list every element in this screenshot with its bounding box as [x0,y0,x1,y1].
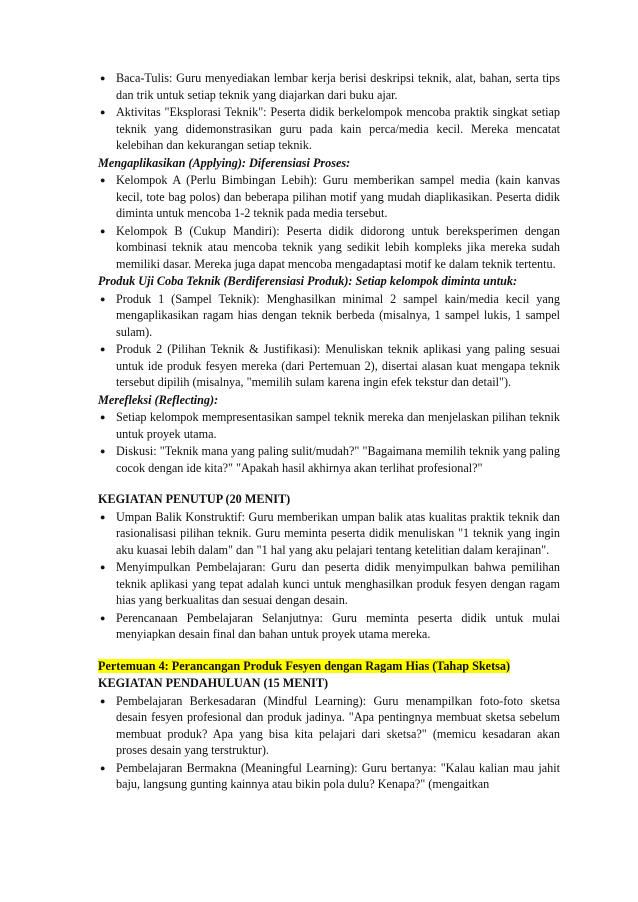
list-item: ● Produk 1 (Sampel Teknik): Menghasilkan minimal 2 sampel kain/media kecil yang mengaplikasikan ragam hias dengan teknik berbeda (misalnya, 1 sampel lukis, 1 sampel sulam). [100,291,560,339]
meeting-title [98,658,560,675]
bullet-list-applying [98,172,560,272]
section-heading-produk: Produk Uji Coba Teknik (Berdiferensiasi Produk): Setiap kelompok diminta untuk: [98,274,518,288]
list-item: ● Umpan Balik Konstruktif: Guru memberikan umpan balik atas kualitas praktik teknik dan rasionalisasi pilihan teknik. Guru meminta peserta didik menuliskan "1 teknik yang ingin aku kuasai lebih dalam" dan "1 hal yang aku pelajari tentang ketelitian dalam kerajinan". [100,509,560,557]
list-item: ● Pembelajaran Berkesadaran (Mindful Learning): Guru menampilkan foto-foto sketsa desain fesyen profesional dan produk jadinya. "Apa pentingnya membuat sketsa sebelum membuat produk? Apa yang bisa kita pelajari dari sketsa?" (memicu kesadaran akan proses desain yang terstruktur). [100,693,560,757]
section-heading-penutup: KEGIATAN PENUTUP (20 MENIT) [98,492,291,506]
highlighted-title: Pertemuan 4: Perancangan Produk Fesyen dengan Ragam Hias (Tahap Sketsa) [98,658,511,673]
list-item: ● Setiap kelompok mempresentasikan sampel teknik mereka dan menjelaskan pilihan teknik untuk proyek utama. [100,410,560,441]
bullet-list-intro [98,70,560,154]
bullet-icon: ● [100,762,106,773]
section-heading-reflecting: Merefleksi (Reflecting): [98,392,219,407]
bullet-icon: ● [100,107,106,117]
section-heading-pendahuluan: KEGIATAN PENDAHULUAN (15 MENIT) [98,676,329,690]
bullet-icon: ● [100,446,106,456]
list-item: ● Baca-Tulis: Guru menyediakan lembar kerja berisi deskripsi teknik, alat, bahan, serta tips dan trik untuk setiap teknik yang diajarkan dari buku ajar. [100,71,560,102]
bullet-icon: ● [100,612,106,623]
bullet-list-pendahuluan [98,693,560,793]
list-item: ● Perencanaan Pembelajaran Selanjutnya: Guru meminta peserta didik untuk mulai menyiapkan desain final dan bahan untuk proyek utama mereka. [100,610,560,641]
bullet-icon: ● [100,73,106,83]
bullet-list-reflecting [98,409,560,476]
spacer [98,644,560,658]
list-item: ● Aktivitas "Eksplorasi Teknik": Peserta didik berkelompok mencoba praktik singkat setiap teknik yang didemonstrasikan guru pada kain perca/media kecil. Mereka mencatat kelebihan dan kekurangan setiap teknik. [100,105,560,152]
bullet-icon: ● [100,175,106,185]
bullet-icon: ● [100,225,106,236]
bullet-list-penutup [98,509,560,643]
bullet-icon: ● [100,344,106,354]
bullet-icon: ● [100,293,106,304]
bullet-list-produk [98,291,560,391]
list-item: ● Kelompok B (Cukup Mandiri): Peserta didik didorong untuk bereksperimen dengan kombinasi teknik atau mencoba teknik yang sedikit lebih kompleks jika mereka sudah memiliki dasar. Mereka juga dapat mencoba mengadaptasi motif ke dalam teknik tertentu. [100,223,560,271]
list-item: ● Kelompok A (Perlu Bimbingan Lebih): Guru memberikan sampel media (kain kanvas kecil, tote bag polos) dan beberapa pilihan motif yang mudah diaplikasikan. Peserta didik diminta untuk mencoba 1-2 teknik pada media tersebut. [100,173,560,220]
bullet-icon: ● [100,412,106,422]
section-heading-applying: Mengaplikasikan (Applying): Diferensiasi Proses: [98,155,351,170]
list-item: ● Pembelajaran Bermakna (Meaningful Learning): Guru bertanya: "Kalau kalian mau jahit baju, langsung gunting kainnya atau bikin pola dulu? Kenapa?" (mengaitkan [100,760,560,791]
list-item: ● Diskusi: "Teknik mana yang paling sulit/mudah?" "Bagaimana memilih teknik yang paling cocok dengan ide kita?" "Apakah hasil akhirnya akan terlihat profesional?" [100,444,560,475]
bullet-icon: ● [100,562,106,572]
list-item: ● Produk 2 (Pilihan Teknik & Justifikasi): Menuliskan teknik aplikasi yang paling sesuai untuk ide produk fesyen mereka (dari Pertemuan 2), disertai alasan kuat mengapa teknik tersebut dipilih (misalnya, "memilih sulam karena ingin efek tekstur dan detail"). [100,342,560,389]
bullet-icon: ● [100,511,106,522]
document-page [98,70,560,794]
spacer [98,477,560,491]
bullet-icon: ● [100,695,106,706]
list-item: ● Menyimpulkan Pembelajaran: Guru dan peserta didik menyimpulkan bahwa pemilihan teknik aplikasi yang tepat adalah kunci untuk menghasilkan produk fesyen dengan ragam hias yang berkualitas dan sesuai dengan desain. [100,560,560,607]
